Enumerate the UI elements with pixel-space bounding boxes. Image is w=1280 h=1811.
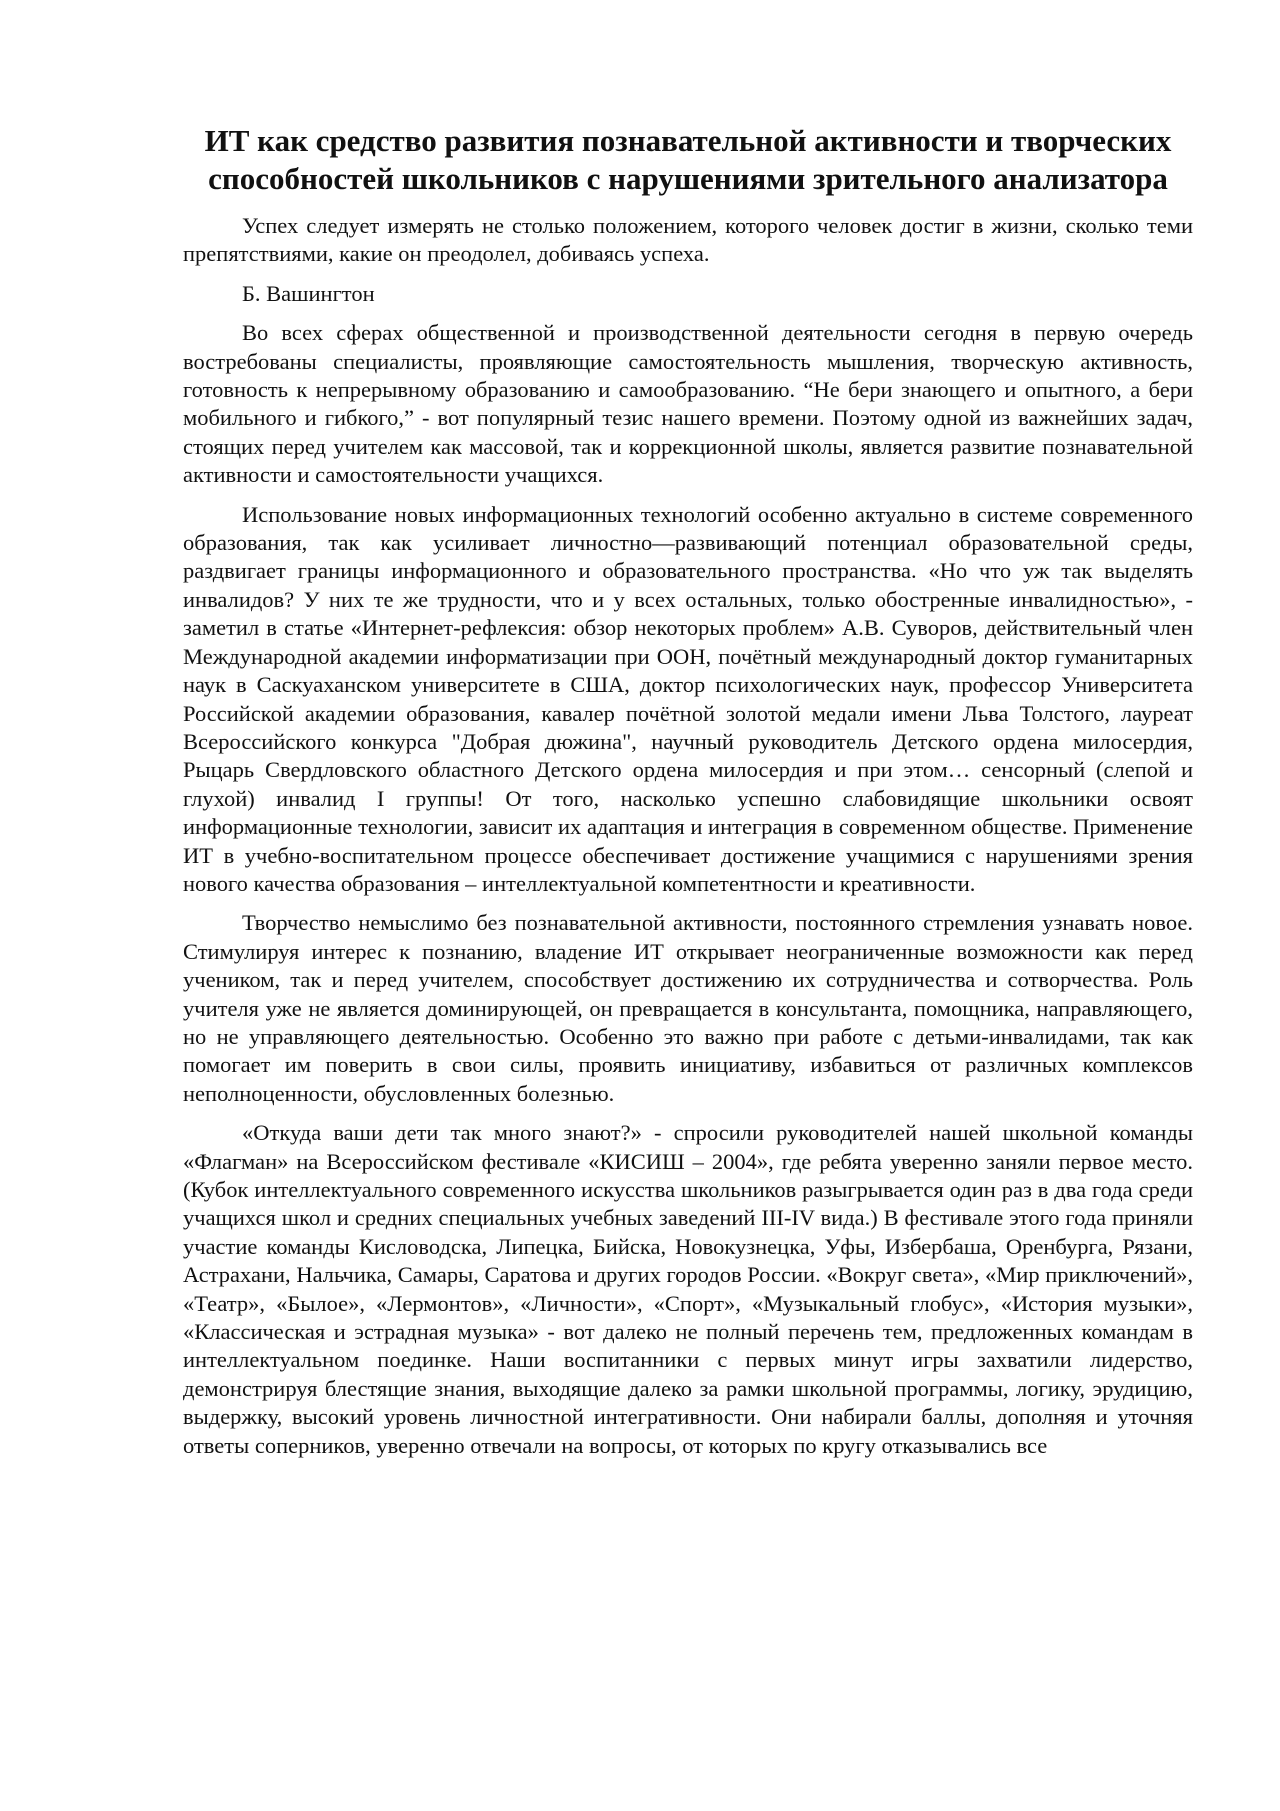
epigraph: Успех следует измерять не столько положением, которого человек достиг в жизни, сколько теми препятствиями, какие он преодолел, добиваясь успеха. — [183, 213, 1193, 267]
paragraph: «Откуда ваши дети так много знают?» - спросили руководителей нашей школьной команды «Флагман» на Всероссийском фестивале «КИСИШ – 2004», где ребята уверенно заняли первое место. (Кубок интеллектуального современного искусства школьников разыгрывается один раз в два года среди учащихся школ и средних специальных учебных заведений III-IV вида.) В фестивале этого года приняли участие команды Кисловодска, Липецка, Бийска, Новокузнецка, Уфы, Избербаша, Оренбурга, Рязани, Астрахани, Нальчика, Самары, Саратова и других городов России. «Вокруг света», «Мир приключений», «Театр», «Былое», «Лермонтов», «Личности», «Спорт», «Музыкальный глобус», «История музыки», «Классическая и эстрадная музыка» - вот далеко не полный перечень тем, предложенных командам в интеллектуальном поединке. Наши воспитанники с первых минут игры захватили лидерство, демонстрируя блестящие знания, выходящие далеко за рамки школьной программы, логику, эрудицию, выдержку, высокий уровень личностной интегративности. Они набирали баллы, дополняя и уточняя ответы соперников, уверенно отвечали на вопросы, от которых по кругу отказывались все — [183, 1120, 1193, 1458]
paragraph: Во всех сферах общественной и производственной деятельности сегодня в первую очередь востребованы специалисты, проявляющие самостоятельность мышления, творческую активность, готовность к непрерывному образованию и самообразованию. “Не бери знающего и опытного, а бери мобильного и гибкого,” - вот популярный тезис нашего времени. Поэтому одной из важнейших задач, стоящих перед учителем как массовой, так и коррекционной школы, является развитие познавательной активности и самостоятельности учащихся. — [183, 320, 1193, 488]
paragraph: Творчество немыслимо без познавательной активности, постоянного стремления узнавать новое. Стимулируя интерес к познанию, владение ИТ открывает неограниченные возможности как перед учеником, так и перед учителем, способствует достижению их сотрудничества и сотворчества. Роль учителя уже не является доминирующей, он превращается в консультанта, помощника, направляющего, но не управляющего деятельностью. Особенно это важно при работе с детьми-инвалидами, так как помогает им поверить в свои силы, проявить инициативу, избавиться от различных комплексов неполноценности, обусловленных болезнью. — [183, 910, 1193, 1106]
paragraph: Использование новых информационных технологий особенно актуально в системе современного образования, так как усиливает личностно—развивающий потенциал образовательной среды, раздвигает границы информационного и образовательного пространства. «Но что уж так выделять инвалидов? У них те же трудности, что и у всех остальных, только обостренные инвалидностью», - заметил в статье «Интернет-рефлексия: обзор некоторых проблем» А.В. Суворов, действительный член Международной академии информатизации при ООН, почётный международный доктор гуманитарных наук в Саскуаханском университете в США, доктор психологических наук, профессор Университета Российской академии образования, кавалер почётной золотой медали имени Льва Толстого, лауреат Всероссийского конкурса "Добрая дюжина", научный руководитель Детского ордена милосердия, Рыцарь Свердловского областного Детского ордена милосердия и при этом… сенсорный (слепой и глухой) инвалид I группы! От того, насколько успешно слабовидящие школьники освоят информационные технологии, зависит их адаптация и интеграция в современном обществе. Применение ИТ в учебно-воспитательном процессе обеспечивает достижение учащимися с нарушениями зрения нового качества образования – интеллектуальной компетентности и креативности. — [183, 501, 1193, 896]
document-page — [183, 122, 1193, 1471]
epigraph-author: Б. Вашингтон — [242, 280, 375, 306]
document-title: ИТ как средство развития познавательной активности и творческих способностей школьников с нарушениями зрительного анализатора — [204, 123, 1172, 196]
